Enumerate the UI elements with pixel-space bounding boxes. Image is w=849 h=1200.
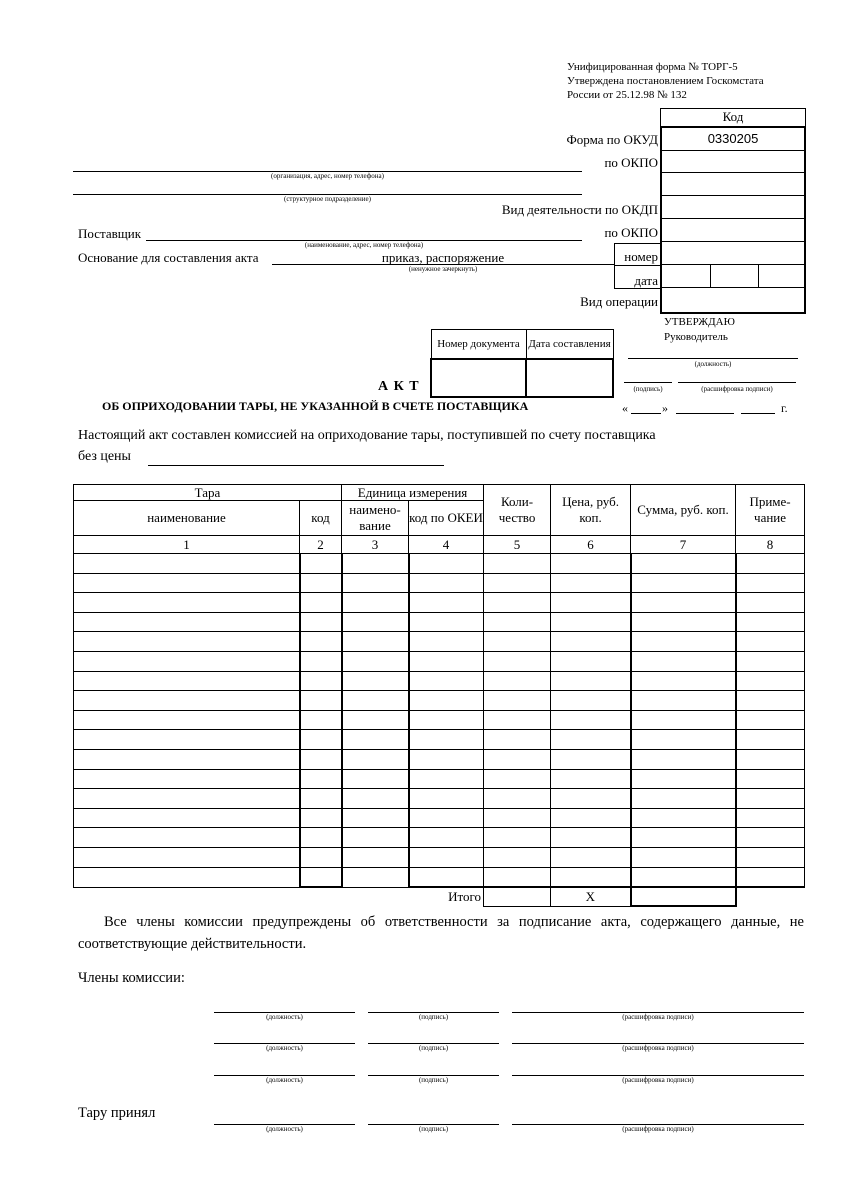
table-row bbox=[74, 612, 805, 632]
table-cell[interactable] bbox=[736, 612, 805, 632]
table-cell[interactable] bbox=[736, 867, 805, 887]
table-cell[interactable] bbox=[409, 730, 484, 750]
table-cell[interactable] bbox=[342, 730, 409, 750]
table-cell[interactable] bbox=[551, 808, 631, 828]
table-cell[interactable] bbox=[409, 573, 484, 593]
table-cell[interactable] bbox=[631, 612, 736, 632]
table-cell[interactable] bbox=[484, 730, 551, 750]
okpo-label: по ОКПО bbox=[604, 155, 658, 170]
vid-oper-label: Вид операции bbox=[580, 294, 658, 309]
okpo-code[interactable] bbox=[662, 150, 804, 173]
table-cell[interactable] bbox=[300, 710, 342, 730]
table-cell[interactable] bbox=[484, 593, 551, 613]
head-position-line[interactable] bbox=[628, 358, 798, 359]
table-cell[interactable] bbox=[409, 789, 484, 809]
table-cell[interactable] bbox=[300, 769, 342, 789]
tara-table bbox=[73, 484, 805, 907]
month-line[interactable] bbox=[676, 413, 734, 414]
col-num-7: 7 bbox=[631, 536, 736, 554]
table-cell[interactable] bbox=[551, 632, 631, 652]
table-row bbox=[74, 847, 805, 867]
th-note: Приме-чание bbox=[736, 485, 805, 536]
table-row bbox=[74, 789, 805, 809]
table-cell[interactable] bbox=[551, 573, 631, 593]
table-cell[interactable] bbox=[74, 710, 300, 730]
table-cell[interactable] bbox=[409, 710, 484, 730]
docnum-col2-header: Дата составления bbox=[526, 330, 613, 360]
akt-subtitle: ОБ ОПРИХОДОВАНИИ ТАРЫ, НЕ УКАЗАННОЙ В СЧЕТЕ ПОСТАВЩИКА bbox=[102, 399, 529, 413]
table-row bbox=[74, 593, 805, 613]
table-cell[interactable] bbox=[342, 612, 409, 632]
th-tara: Тара bbox=[74, 485, 342, 501]
table-cell[interactable] bbox=[631, 632, 736, 652]
table-cell[interactable] bbox=[74, 573, 300, 593]
okud-code[interactable]: 0330205 bbox=[662, 128, 804, 151]
akt-title: А К Т bbox=[378, 379, 420, 394]
table-cell[interactable] bbox=[736, 632, 805, 652]
table-row bbox=[74, 769, 805, 789]
table-cell[interactable] bbox=[484, 710, 551, 730]
no-price-line[interactable] bbox=[148, 465, 444, 466]
table-cell[interactable] bbox=[342, 789, 409, 809]
table-row bbox=[74, 632, 805, 652]
table-cell[interactable] bbox=[342, 867, 409, 887]
th-price: Цена, руб. коп. bbox=[551, 485, 631, 536]
th-name: наименование bbox=[74, 501, 300, 536]
table-cell[interactable] bbox=[736, 573, 805, 593]
member-signature-hint: (подпись) bbox=[418, 1076, 449, 1084]
head-sign-line[interactable] bbox=[624, 382, 672, 383]
table-cell[interactable] bbox=[342, 632, 409, 652]
table-cell[interactable] bbox=[300, 789, 342, 809]
table-cell[interactable] bbox=[74, 769, 300, 789]
table-cell[interactable] bbox=[631, 749, 736, 769]
table-cell[interactable] bbox=[736, 730, 805, 750]
okdp-label: Вид деятельности по ОКДП bbox=[501, 202, 658, 217]
table-cell[interactable] bbox=[409, 828, 484, 848]
table-cell[interactable] bbox=[631, 710, 736, 730]
table-cell[interactable] bbox=[74, 691, 300, 711]
table-cell[interactable] bbox=[631, 651, 736, 671]
table-cell[interactable] bbox=[631, 554, 736, 574]
table-cell[interactable] bbox=[300, 632, 342, 652]
table-cell[interactable] bbox=[736, 789, 805, 809]
table-cell[interactable] bbox=[409, 749, 484, 769]
itogo-sum[interactable] bbox=[631, 887, 736, 906]
itogo-qty[interactable] bbox=[484, 887, 551, 906]
table-cell[interactable] bbox=[736, 671, 805, 691]
quote-open: « bbox=[622, 401, 628, 415]
table-cell[interactable] bbox=[551, 651, 631, 671]
table-cell[interactable] bbox=[736, 769, 805, 789]
intro-line1: Настоящий акт составлен комиссией на оприходование тары, поступившей по счету поставщика bbox=[78, 428, 656, 443]
table-cell[interactable] bbox=[736, 651, 805, 671]
table-cell[interactable] bbox=[631, 573, 736, 593]
rasshifr-hint: (расшифровка подписи) bbox=[701, 385, 773, 393]
table-cell[interactable] bbox=[409, 691, 484, 711]
table-cell[interactable] bbox=[409, 612, 484, 632]
member-position-hint: (должность) bbox=[266, 1044, 303, 1052]
approve-label: УТВЕРЖДАЮ bbox=[664, 316, 735, 328]
th-unit-okei: код по ОКЕИ bbox=[409, 501, 484, 536]
table-cell[interactable] bbox=[300, 730, 342, 750]
table-cell[interactable] bbox=[631, 671, 736, 691]
table-cell[interactable] bbox=[300, 847, 342, 867]
member-position-hint: (должность) bbox=[266, 1076, 303, 1084]
member-name-hint: (расшифровка подписи) bbox=[622, 1013, 694, 1021]
table-cell[interactable] bbox=[551, 554, 631, 574]
th-sum: Сумма, руб. коп. bbox=[631, 485, 736, 536]
day-line[interactable] bbox=[631, 413, 661, 414]
table-cell[interactable] bbox=[551, 730, 631, 750]
table-cell[interactable] bbox=[74, 730, 300, 750]
table-cell[interactable] bbox=[342, 651, 409, 671]
table-cell[interactable] bbox=[74, 867, 300, 887]
okpo2-label: по ОКПО bbox=[604, 225, 658, 240]
table-cell[interactable] bbox=[74, 593, 300, 613]
table-row bbox=[74, 554, 805, 574]
org-hint: (организация, адрес, номер телефона) bbox=[271, 172, 384, 180]
table-cell[interactable] bbox=[74, 651, 300, 671]
table-cell[interactable] bbox=[409, 671, 484, 691]
nomer-label: номер bbox=[624, 249, 658, 264]
podp-hint: (подпись) bbox=[633, 385, 663, 393]
col-num-1: 1 bbox=[74, 536, 300, 554]
th-unit: Единица измерения bbox=[342, 485, 484, 501]
table-cell[interactable] bbox=[551, 847, 631, 867]
itogo-label: Итого bbox=[448, 889, 482, 905]
table-row bbox=[74, 710, 805, 730]
table-cell[interactable] bbox=[631, 828, 736, 848]
table-row bbox=[74, 671, 805, 691]
date-code[interactable] bbox=[662, 265, 804, 288]
table-cell[interactable] bbox=[736, 808, 805, 828]
table-cell[interactable] bbox=[409, 593, 484, 613]
warning-text: Все члены комиссии предупреждены об ответственности за подписание акта, содержащего данные, не соответствующие действительности. bbox=[78, 914, 804, 952]
table-cell[interactable] bbox=[409, 847, 484, 867]
table-cell[interactable] bbox=[484, 828, 551, 848]
table-cell[interactable] bbox=[551, 789, 631, 809]
table-cell[interactable] bbox=[551, 612, 631, 632]
table-cell[interactable] bbox=[484, 612, 551, 632]
okud-label: Форма по ОКУД bbox=[566, 132, 658, 147]
member-signature-hint: (подпись) bbox=[418, 1044, 449, 1052]
table-row bbox=[74, 651, 805, 671]
table-cell[interactable] bbox=[300, 612, 342, 632]
table-row bbox=[74, 749, 805, 769]
head-name-line[interactable] bbox=[678, 382, 796, 383]
table-cell[interactable] bbox=[300, 651, 342, 671]
table-cell[interactable] bbox=[342, 691, 409, 711]
docnum-col1-header: Номер документа bbox=[431, 330, 526, 360]
table-cell[interactable] bbox=[342, 808, 409, 828]
head-label: Руководитель bbox=[664, 331, 728, 343]
col-num-3: 3 bbox=[342, 536, 409, 554]
table-cell[interactable] bbox=[74, 847, 300, 867]
form-approval: Утверждена постановлением Госкомстата bbox=[567, 75, 764, 87]
code-box bbox=[660, 126, 806, 314]
table-cell[interactable] bbox=[300, 828, 342, 848]
table-cell[interactable] bbox=[736, 710, 805, 730]
member-signature-hint: (подпись) bbox=[418, 1125, 449, 1133]
table-cell[interactable] bbox=[551, 593, 631, 613]
table-cell[interactable] bbox=[484, 789, 551, 809]
table-cell[interactable] bbox=[74, 632, 300, 652]
table-cell[interactable] bbox=[631, 769, 736, 789]
table-row bbox=[74, 730, 805, 750]
table-cell[interactable] bbox=[409, 808, 484, 828]
table-cell[interactable] bbox=[631, 847, 736, 867]
table-cell[interactable] bbox=[484, 671, 551, 691]
itogo-price: Х bbox=[551, 887, 631, 906]
basis-hint: (ненужное зачеркнуть) bbox=[408, 265, 478, 273]
table-cell[interactable] bbox=[551, 769, 631, 789]
nomer-date-frame bbox=[614, 243, 661, 289]
table-cell[interactable] bbox=[342, 769, 409, 789]
table-cell[interactable] bbox=[484, 769, 551, 789]
year-line[interactable] bbox=[741, 413, 775, 414]
supplier-label: Поставщик bbox=[78, 226, 142, 241]
table-cell[interactable] bbox=[409, 554, 484, 574]
col-num-8: 8 bbox=[736, 536, 805, 554]
th-qty: Коли-чество bbox=[484, 485, 551, 536]
col-num-6: 6 bbox=[551, 536, 631, 554]
table-cell[interactable] bbox=[74, 554, 300, 574]
table-cell[interactable] bbox=[484, 691, 551, 711]
table-cell[interactable] bbox=[409, 769, 484, 789]
okdp-code[interactable] bbox=[662, 196, 804, 219]
table-cell[interactable] bbox=[484, 867, 551, 887]
table-cell[interactable] bbox=[342, 671, 409, 691]
table-cell[interactable] bbox=[342, 710, 409, 730]
table-row bbox=[74, 808, 805, 828]
table-cell[interactable] bbox=[300, 554, 342, 574]
table-cell[interactable] bbox=[736, 554, 805, 574]
table-cell[interactable] bbox=[631, 808, 736, 828]
member-position-hint: (должность) bbox=[266, 1125, 303, 1133]
intro-line2: без цены bbox=[78, 449, 131, 464]
table-cell[interactable] bbox=[484, 749, 551, 769]
table-cell[interactable] bbox=[631, 730, 736, 750]
table-cell[interactable] bbox=[300, 808, 342, 828]
table-row bbox=[74, 867, 805, 887]
quote-close: » bbox=[662, 401, 668, 415]
table-cell[interactable] bbox=[300, 671, 342, 691]
basis-label: Основание для составления акта bbox=[78, 250, 259, 265]
struct-hint: (структурное подразделение) bbox=[283, 195, 371, 203]
accepted-label: Тару принял bbox=[78, 1105, 156, 1121]
table-cell[interactable] bbox=[551, 867, 631, 887]
table-cell[interactable] bbox=[484, 573, 551, 593]
table-cell[interactable] bbox=[342, 573, 409, 593]
member-name-hint: (расшифровка подписи) bbox=[622, 1125, 694, 1133]
table-cell[interactable] bbox=[736, 691, 805, 711]
table-cell[interactable] bbox=[736, 828, 805, 848]
doc-number-field[interactable] bbox=[431, 359, 526, 397]
table-cell[interactable] bbox=[342, 593, 409, 613]
table-cell[interactable] bbox=[484, 847, 551, 867]
table-cell[interactable] bbox=[300, 691, 342, 711]
table-cell[interactable] bbox=[74, 789, 300, 809]
table-cell[interactable] bbox=[74, 828, 300, 848]
table-cell[interactable] bbox=[300, 593, 342, 613]
table-cell[interactable] bbox=[74, 808, 300, 828]
table-cell[interactable] bbox=[551, 691, 631, 711]
table-row bbox=[74, 573, 805, 593]
member-position-hint: (должность) bbox=[266, 1013, 303, 1021]
table-cell[interactable] bbox=[74, 612, 300, 632]
table-cell[interactable] bbox=[551, 828, 631, 848]
table-cell[interactable] bbox=[484, 808, 551, 828]
doc-number-table bbox=[430, 329, 614, 398]
form-number: Унифицированная форма № ТОРГ-5 bbox=[567, 61, 738, 73]
dolzh-hint: (должность) bbox=[694, 360, 732, 368]
table-cell[interactable] bbox=[484, 651, 551, 671]
table-cell[interactable] bbox=[736, 847, 805, 867]
supplier-hint: (наименование, адрес, номер телефона) bbox=[304, 241, 424, 249]
table-cell[interactable] bbox=[300, 867, 342, 887]
table-cell[interactable] bbox=[551, 671, 631, 691]
th-code: код bbox=[300, 501, 342, 536]
doc-date-field[interactable] bbox=[526, 359, 613, 397]
th-unit-name: наимено-вание bbox=[342, 501, 409, 536]
table-cell[interactable] bbox=[551, 710, 631, 730]
table-cell[interactable] bbox=[342, 847, 409, 867]
okpo2-code[interactable] bbox=[662, 219, 804, 242]
table-cell[interactable] bbox=[409, 632, 484, 652]
table-cell[interactable] bbox=[342, 828, 409, 848]
table-cell[interactable] bbox=[74, 749, 300, 769]
nomer-code[interactable] bbox=[662, 242, 804, 265]
blank-code[interactable] bbox=[662, 173, 804, 196]
table-cell[interactable] bbox=[551, 749, 631, 769]
basis-value[interactable]: приказ, распоряжение bbox=[381, 250, 505, 265]
table-row bbox=[74, 691, 805, 711]
table-cell[interactable] bbox=[342, 554, 409, 574]
col-num-4: 4 bbox=[409, 536, 484, 554]
table-cell[interactable] bbox=[631, 789, 736, 809]
table-cell[interactable] bbox=[409, 651, 484, 671]
table-cell[interactable] bbox=[631, 593, 736, 613]
form-approval-date: России от 25.12.98 № 132 bbox=[567, 89, 687, 101]
member-signature-hint: (подпись) bbox=[418, 1013, 449, 1021]
table-cell[interactable] bbox=[736, 593, 805, 613]
kod-header: Код bbox=[660, 108, 806, 127]
vid-oper-code[interactable] bbox=[662, 288, 804, 310]
form-header bbox=[567, 60, 764, 102]
table-cell[interactable] bbox=[736, 749, 805, 769]
year-label: г. bbox=[781, 401, 788, 415]
table-cell[interactable] bbox=[631, 867, 736, 887]
table-cell[interactable] bbox=[484, 554, 551, 574]
member-name-hint: (расшифровка подписи) bbox=[622, 1044, 694, 1052]
col-num-5: 5 bbox=[484, 536, 551, 554]
table-cell[interactable] bbox=[484, 632, 551, 652]
data-label: дата bbox=[634, 273, 658, 288]
member-name-hint: (расшифровка подписи) bbox=[622, 1076, 694, 1084]
table-cell[interactable] bbox=[409, 867, 484, 887]
table-cell[interactable] bbox=[342, 749, 409, 769]
table-cell[interactable] bbox=[631, 691, 736, 711]
table-cell[interactable] bbox=[300, 749, 342, 769]
col-num-2: 2 bbox=[300, 536, 342, 554]
table-row bbox=[74, 828, 805, 848]
table-cell[interactable] bbox=[300, 573, 342, 593]
members-label: Члены комиссии: bbox=[78, 970, 185, 986]
table-cell[interactable] bbox=[74, 671, 300, 691]
